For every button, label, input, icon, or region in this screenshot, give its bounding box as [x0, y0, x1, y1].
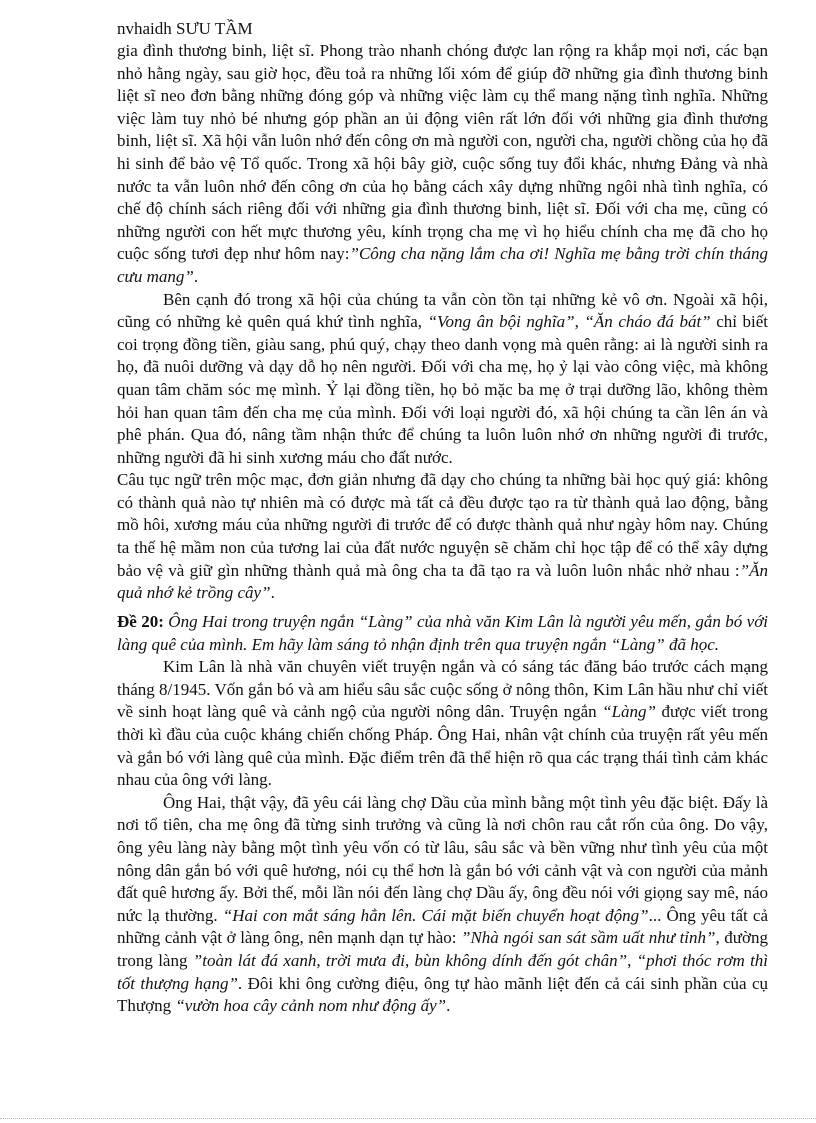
quote: ”toàn lát đá xanh, trời mưa đi, bùn không dính đến gót chân” [192, 950, 628, 970]
essay-section-1 [117, 40, 768, 605]
quote: ”Nhà ngói san sát sầm uất như tỉnh” [461, 928, 716, 948]
essay-section-2 [117, 611, 768, 1018]
quote: “phơi thóc rơm thì tốt thượng hạng” [117, 950, 769, 993]
exercise-prompt [117, 611, 768, 656]
quote: ”Công cha nặng lắm cha ơi! Nghĩa mẹ bằng trời chín tháng cưu mang” [117, 244, 769, 286]
paragraph: Kim Lân là nhà văn chuyên viết truyện ngắn và có sáng tác đăng báo trước cách mạng tháng 8/1945. Vốn gắn bó và am hiểu sâu sắc cuộc sống ở nông thôn, Kim Lân hầu như chỉ viết về sinh hoạt làng quê và cảnh ngộ của người nông dân. Truyện ngắn “Làng” được viết trong thời kì đầu của cuộc kháng chiến chống Pháp. Ông Hai, nhân vật chính của truyện rất yêu mến và gắn bó với làng quê của mình. Đặc điểm trên đã thể hiện rõ qua các trạng thái tình cảm khác nhau của ông với làng. [117, 657, 768, 790]
quote: “Vong ân bội nghĩa” [427, 312, 575, 332]
quote: “vườn hoa cây cảnh nom như động ấy” [175, 996, 447, 1016]
paragraph: Câu tục ngữ trên mộc mạc, đơn giản nhưng đã dạy cho chúng ta những bài học quý giá: không có thành quả nào tự nhiên mà có được mà tất cả đều được tạo ra từ thành quả lao động, bằng mồ hôi, xương máu của những người đi trước để có được thành quả như ngày hôm nay. Chúng ta thế hệ mầm non của tương lai của đất nước nguyện sẽ chăm chỉ học tập để có thể xây dựng bảo vệ và giữ gìn những thành quả mà ông cha ta đã tạo ra và luôn luôn nhắc nhở nhau :”Ăn quả nhớ kẻ trồng cây”. [117, 470, 768, 603]
quote: “Ăn cháo đá bát” [584, 312, 711, 332]
paragraph: Ông Hai, thật vậy, đã yêu cái làng chợ Dầu của mình bằng một tình yêu đặc biệt. Đấy là nơi tổ tiên, cha mẹ ông đã từng sinh trưởng và cũng là nơi chôn rau cắt rốn của ông. Do vậy, ông yêu làng này bằng một tình yêu vốn có từ lâu, sâu sắc và bền vững như tình yêu của một nông dân gắn bó với quê hương, nói cụ thể hơn là gắn bó với cảnh vật và con người của mảnh đất quê hương ấy. Bởi thế, mỗi lần nói đến làng chợ Dầu ấy, ông đều nói với giọng say mê, náo nức lạ thường. “Hai con mắt sáng hẳn lên. Cái mặt biến chuyển hoạt động”... Ông yêu tất cả những cảnh vật ở làng ông, nên mạnh dạn tự hào: ”Nhà ngói san sát sầm uất như tỉnh”, đường trong làng ”toàn lát đá xanh, trời mưa đi, bùn không dính đến gót chân”, “phơi thóc rơm thì tốt thượng hạng”. Đôi khi ông cường điệu, ông tự hào mãnh liệt đến cả cái sinh phần của cụ Thượng “vườn hoa cây cảnh nom như động ấy”. [117, 792, 769, 1016]
quote: “Làng” [602, 702, 656, 722]
quote: “Hai con mắt sáng hẳn lên. Cái mặt biến chuyển hoạt động” [222, 905, 649, 925]
paragraph: gia đình thương binh, liệt sĩ. Phong trào nhanh chóng được lan rộng ra khắp mọi nơi, các bạn nhỏ hằng ngày, sau giờ học, đều toả ra những lối xóm để giúp đỡ những gia đình thương binh liệt sĩ neo đơn bằng những đóng góp và những việc làm cụ thể mang nặng tình nghĩa. Những việc làm tuy nhỏ bé nhưng góp phần an ủi động viên rất lớn đối với những gia đình thương binh, liệt sĩ. Xã hội vẫn luôn nhớ đến công ơn mà người con, người cha, người chồng của họ đã hi sinh để bảo vệ Tổ quốc. Trong xã hội bây giờ, cuộc sống tuy đổi khác, nhưng Đảng và nhà nước ta vẫn luôn nhớ đến công ơn của họ bằng cách xây dựng những ngôi nhà tình nghĩa, có chế độ chính sách riêng đối với những gia đình thương binh, liệt sĩ. Đối với cha mẹ, cũng có những người con hết mực thương yêu, kính trọng cha mẹ vì họ hiểu chính cha mẹ đã cho họ cuộc sống tươi đẹp như hôm nay:”Công cha nặng lắm cha ơi! Nghĩa mẹ bằng trời chín tháng cưu mang”. [117, 41, 769, 286]
page-header: nvhaidh SƯU TẦM [117, 19, 253, 38]
exercise-text: Ông Hai trong truyện ngắn “Làng” của nhà văn Kim Lân là người yêu mến, gắn bó với làng quê của mình. Em hãy làm sáng tỏ nhận định trên qua truyện ngắn “Làng” đã học. [117, 612, 768, 654]
quote: ”Ăn quả nhớ kẻ trồng cây” [117, 560, 768, 603]
paragraph: Bên cạnh đó trong xã hội của chúng ta vẫn còn tồn tại những kẻ vô ơn. Ngoài xã hội, cũng có những kẻ quên quá khứ tình nghĩa, “Vong ân bội nghĩa”, “Ăn cháo đá bát” chỉ biết coi trọng đồng tiền, giàu sang, phú quý, chạy theo danh vọng mà quên rằng: ai là người sinh ra họ, đã nuôi dưỡng và dạy dỗ họ nên người. Đối với cha mẹ, họ ỷ lại vào công việc, mà không quan tâm chăm sóc mẹ mình. Ỷ lại đồng tiền, họ bỏ mặc ba mẹ ở trại dưỡng lão, không thèm hỏi han quan tâm đến cha mẹ của mình. Đối với loại người đó, xã hội chúng ta cần lên án và phê phán. Qua đó, nâng tầm nhận thức để chúng ta luôn luôn nhớ ơn những người đi trước, những người đã hi sinh xương máu cho đất nước. [117, 289, 769, 467]
page-footer-divider [0, 1118, 816, 1119]
exercise-label: Đề 20: [117, 612, 164, 631]
